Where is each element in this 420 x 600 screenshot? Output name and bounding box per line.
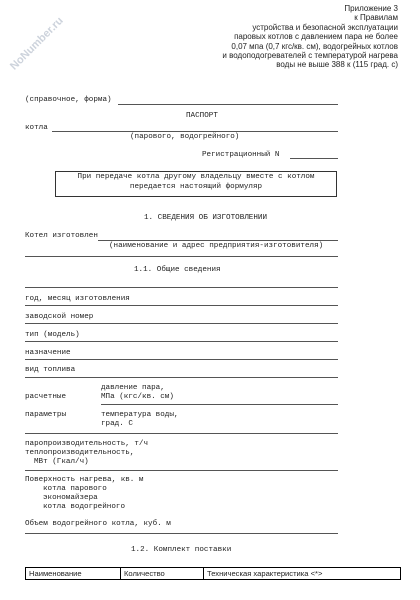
boiler-type-hint: (парового, водогрейного)	[130, 133, 240, 141]
section11-title: 1.1. Общие сведения	[134, 266, 221, 274]
field-surface-economizer: экономайзера	[43, 494, 98, 502]
form-reference-line	[118, 104, 338, 105]
appendix-header	[222, 4, 398, 70]
watermark: NoNumber.ru	[8, 14, 66, 73]
section12-title: 1.2. Комплект поставки	[131, 546, 232, 554]
field-surface-water: котла водогрейного	[43, 503, 126, 511]
temp-label-2: град. С	[101, 420, 133, 428]
field-steam-performance: паропроизводительность, т/ч	[25, 440, 149, 448]
field-purpose: назначение	[25, 349, 71, 357]
transfer-notice-box	[55, 171, 337, 197]
header-line: и водоподогревателей с температурой нагрева	[222, 51, 398, 61]
field-line	[25, 377, 338, 378]
field-volume: Объем водогрейного котла, куб. м	[25, 520, 171, 528]
field-line	[25, 287, 338, 288]
boiler-type-line	[52, 131, 338, 132]
form-reference: (справочное, форма)	[25, 96, 112, 104]
field-line	[25, 470, 338, 471]
field-heat-performance-1: теплопроизводительность,	[25, 449, 135, 457]
delivery-set-table	[25, 567, 401, 580]
field-line	[25, 533, 338, 534]
header-line: 0,07 мпа (0,7 кгс/кв. см), водогрейных котлов	[231, 41, 398, 51]
notice-line: При передаче котла другому владельцу вместе с котлом	[77, 173, 315, 181]
manufacturer-hint: (наименование и адрес предприятия-изготовителя)	[109, 242, 324, 250]
header-line: воды не выше 388 к (115 град. с)	[276, 60, 398, 70]
table-header-quantity: Количество	[121, 568, 204, 580]
manufacturer-label: Котел изготовлен	[25, 232, 98, 240]
table-header-name: Наименование	[26, 568, 121, 580]
temp-label-1: температура воды,	[101, 411, 179, 419]
field-line	[25, 341, 338, 342]
registration-label: Регистрационный N	[202, 151, 280, 159]
header-line: устройства и безопасной эксплуатации	[252, 22, 398, 32]
field-line	[25, 305, 338, 306]
calc-label: расчетные	[25, 393, 67, 401]
manufacturer-line	[98, 240, 338, 241]
header-line: паровых котлов с давлением пара не более	[234, 32, 398, 42]
field-heating-surface: Поверхность нагрева, кв. м	[25, 476, 144, 484]
pressure-label-2: МПа (кгс/кв. см)	[101, 393, 174, 401]
field-year: год, месяц изготовления	[25, 295, 130, 303]
field-line	[25, 359, 338, 360]
field-model: тип (модель)	[25, 331, 80, 339]
field-surface-steam: котла парового	[43, 485, 107, 493]
field-fuel: вид топлива	[25, 366, 76, 374]
pressure-label-1: давление пара,	[101, 384, 165, 392]
pressure-line	[101, 404, 338, 405]
section1-title: 1. СВЕДЕНИЯ ОБ ИЗГОТОВЛЕНИИ	[144, 214, 268, 222]
field-serial: заводской номер	[25, 313, 94, 321]
header-line: к Правилам	[354, 13, 398, 23]
field-heat-performance-2: МВт (Гкал/ч)	[34, 458, 89, 466]
boiler-label: котла	[25, 124, 48, 132]
notice-line: передается настоящий формуляр	[129, 183, 263, 191]
manufacturer-line-2	[25, 256, 338, 257]
field-line	[25, 323, 338, 324]
header-line: Приложение 3	[344, 4, 398, 13]
field-line	[25, 433, 338, 434]
passport-title: ПАСПОРТ	[186, 112, 218, 120]
registration-number-line	[290, 158, 338, 159]
table-header-specification: Техническая характеристика <*>	[204, 568, 401, 580]
table-header-row	[26, 568, 401, 580]
params-label: параметры	[25, 411, 67, 419]
